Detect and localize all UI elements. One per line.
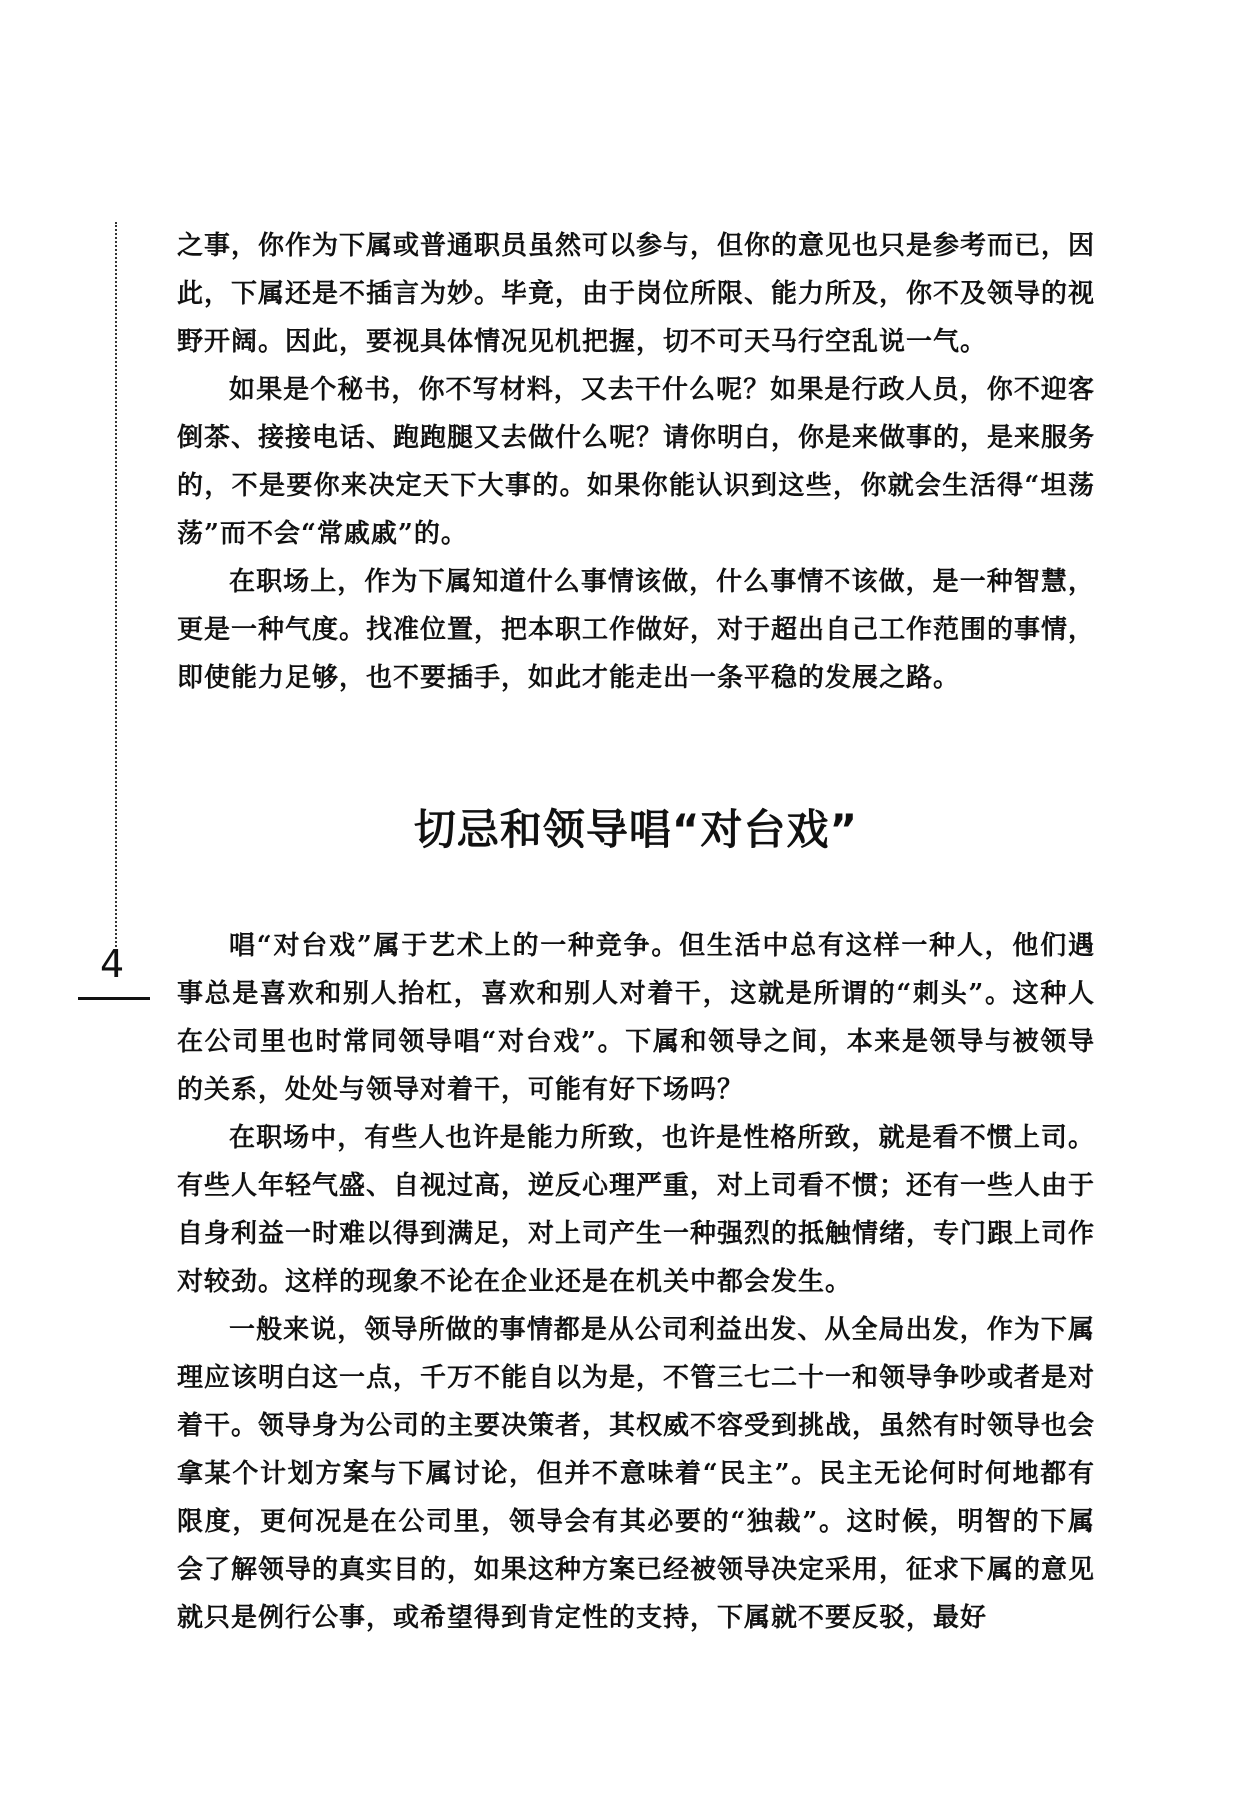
page-number: 4	[100, 942, 125, 986]
paragraph-4: 唱“对台戏”属于艺术上的一种竞争。但生活中总有这样一种人，他们遇事总是喜欢和别人抬杠，喜欢和别人对着干，这就是所谓的“刺头”。这种人在公司里也时常同领导唱“对台戏”。下属和领导之间，本来是领导与被领导的关系，处处与领导对着干，可能有好下场吗？	[177, 931, 1095, 1105]
section-title: 切忌和领导唱“对台戏”	[413, 805, 859, 854]
margin-dotted-rule	[115, 222, 117, 954]
paragraph-6: 一般来说，领导所做的事情都是从公司利益出发、从全局出发，作为下属理应该明白这一点，千万不能自以为是，不管三七二十一和领导争吵或者是对着干。领导身为公司的主要决策者，其权威不容受到挑战，虽然有时领导也会拿某个计划方案与下属讨论，但并不意味着“民主”。民主无论何时何地都有限度，更何况是在公司里，领导会有其必要的“独裁”。这时候，明智的下属会了解领导的真实目的，如果这种方案已经被领导决定采用，征求下属的意见就只是例行公事，或希望得到肯定性的支持，下属就不要反驳，最好	[177, 1315, 1096, 1633]
paragraph-1: 之事，你作为下属或普通职员虽然可以参与，但你的意见也只是参考而已，因此，下属还是不插言为妙。毕竟，由于岗位所限、能力所及，你不及领导的视野开阔。因此，要视具体情况见机把握，切不可天马行空乱说一气。	[177, 231, 1096, 357]
page-body	[177, 222, 1095, 1642]
paragraph-2: 如果是个秘书，你不写材料，又去干什么呢？如果是行政人员，你不迎客倒茶、接接电话、跑跑腿又去做什么呢？请你明白，你是来做事的，是来服务的，不是要你来决定天下大事的。如果你能认识到这些，你就会生活得“坦荡荡”而不会“常戚戚”的。	[177, 375, 1096, 549]
page-number-underline	[78, 997, 150, 1000]
paragraph-3: 在职场上，作为下属知道什么事情该做，什么事情不该做，是一种智慧，更是一种气度。找准位置，把本职工作做好，对于超出自己工作范围的事情，即使能力足够，也不要插手，如此才能走出一条平稳的发展之路。	[177, 567, 1096, 693]
paragraph-5: 在职场中，有些人也许是能力所致，也许是性格所致，就是看不惯上司。有些人年轻气盛、自视过高，逆反心理严重，对上司看不惯；还有一些人由于自身利益一时难以得到满足，对上司产生一种强烈的抵触情绪，专门跟上司作对较劲。这样的现象不论在企业还是在机关中都会发生。	[177, 1123, 1096, 1297]
